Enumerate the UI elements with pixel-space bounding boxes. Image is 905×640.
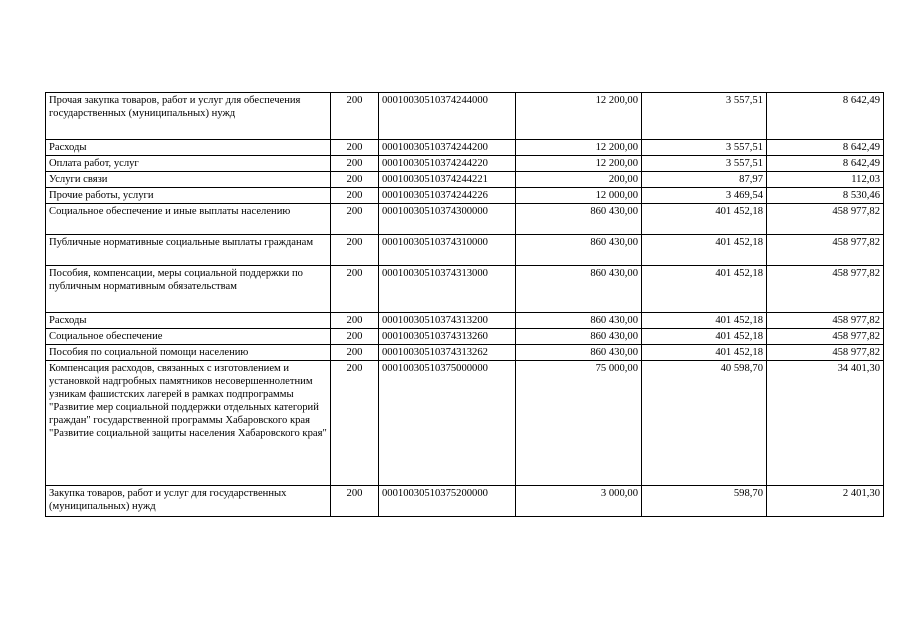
row-line-code-cell: 200 <box>331 204 379 235</box>
row-name-cell: Социальное обеспечение и иные выплаты населению <box>46 204 331 235</box>
table-row <box>46 235 884 266</box>
row-executed-amount-cell: 598,70 <box>642 486 767 517</box>
table-row <box>46 188 884 204</box>
row-classification-code-cell: 00010030510374244200 <box>379 140 516 156</box>
row-executed-amount-cell: 3 469,54 <box>642 188 767 204</box>
row-executed-amount-cell: 401 452,18 <box>642 235 767 266</box>
row-executed-amount-cell: 401 452,18 <box>642 313 767 329</box>
row-line-code-cell: 200 <box>331 235 379 266</box>
row-unexecuted-amount-cell: 458 977,82 <box>767 266 884 313</box>
row-unexecuted-amount-cell: 8 530,46 <box>767 188 884 204</box>
row-approved-amount-cell: 860 430,00 <box>516 266 642 313</box>
row-approved-amount-cell: 12 200,00 <box>516 93 642 140</box>
row-classification-code-cell: 00010030510374313262 <box>379 345 516 361</box>
row-line-code-cell: 200 <box>331 172 379 188</box>
row-line-code-cell: 200 <box>331 93 379 140</box>
row-line-code-cell: 200 <box>331 266 379 313</box>
row-line-code-cell: 200 <box>331 140 379 156</box>
row-unexecuted-amount-cell: 458 977,82 <box>767 313 884 329</box>
row-executed-amount-cell: 401 452,18 <box>642 345 767 361</box>
table-row <box>46 313 884 329</box>
row-unexecuted-amount-cell: 34 401,30 <box>767 361 884 486</box>
row-unexecuted-amount-cell: 2 401,30 <box>767 486 884 517</box>
row-line-code-cell: 200 <box>331 329 379 345</box>
row-name-cell: Прочие работы, услуги <box>46 188 331 204</box>
table-row <box>46 266 884 313</box>
row-approved-amount-cell: 12 200,00 <box>516 140 642 156</box>
row-executed-amount-cell: 40 598,70 <box>642 361 767 486</box>
row-classification-code-cell: 00010030510374244221 <box>379 172 516 188</box>
row-approved-amount-cell: 12 000,00 <box>516 188 642 204</box>
row-name-cell: Услуги связи <box>46 172 331 188</box>
row-classification-code-cell: 00010030510374313260 <box>379 329 516 345</box>
row-classification-code-cell: 00010030510374244000 <box>379 93 516 140</box>
row-line-code-cell: 200 <box>331 313 379 329</box>
row-classification-code-cell: 00010030510374300000 <box>379 204 516 235</box>
row-line-code-cell: 200 <box>331 345 379 361</box>
row-approved-amount-cell: 200,00 <box>516 172 642 188</box>
row-name-cell: Закупка товаров, работ и услуг для государственных (муниципальных) нужд <box>46 486 331 517</box>
row-name-cell: Социальное обеспечение <box>46 329 331 345</box>
row-approved-amount-cell: 12 200,00 <box>516 156 642 172</box>
table-row <box>46 486 884 517</box>
row-approved-amount-cell: 860 430,00 <box>516 345 642 361</box>
row-line-code-cell: 200 <box>331 188 379 204</box>
row-unexecuted-amount-cell: 8 642,49 <box>767 156 884 172</box>
row-approved-amount-cell: 3 000,00 <box>516 486 642 517</box>
row-approved-amount-cell: 860 430,00 <box>516 313 642 329</box>
row-classification-code-cell: 00010030510374313000 <box>379 266 516 313</box>
row-name-cell: Пособия по социальной помощи населению <box>46 345 331 361</box>
table-body <box>46 93 884 517</box>
budget-execution-table <box>45 92 884 517</box>
table-row <box>46 361 884 486</box>
row-name-cell: Пособия, компенсации, меры социальной поддержки по публичным нормативным обязательствам <box>46 266 331 313</box>
row-classification-code-cell: 00010030510375000000 <box>379 361 516 486</box>
row-approved-amount-cell: 860 430,00 <box>516 329 642 345</box>
row-unexecuted-amount-cell: 8 642,49 <box>767 140 884 156</box>
row-unexecuted-amount-cell: 458 977,82 <box>767 204 884 235</box>
row-classification-code-cell: 00010030510375200000 <box>379 486 516 517</box>
row-executed-amount-cell: 401 452,18 <box>642 329 767 345</box>
row-executed-amount-cell: 401 452,18 <box>642 266 767 313</box>
row-classification-code-cell: 00010030510374313200 <box>379 313 516 329</box>
table-row <box>46 345 884 361</box>
row-executed-amount-cell: 3 557,51 <box>642 140 767 156</box>
row-approved-amount-cell: 860 430,00 <box>516 204 642 235</box>
row-executed-amount-cell: 401 452,18 <box>642 204 767 235</box>
row-name-cell: Прочая закупка товаров, работ и услуг для обеспечения государственных (муниципальных) нужд <box>46 93 331 140</box>
row-unexecuted-amount-cell: 458 977,82 <box>767 329 884 345</box>
row-line-code-cell: 200 <box>331 486 379 517</box>
table-row <box>46 204 884 235</box>
row-unexecuted-amount-cell: 8 642,49 <box>767 93 884 140</box>
row-classification-code-cell: 00010030510374244226 <box>379 188 516 204</box>
row-line-code-cell: 200 <box>331 156 379 172</box>
table-row <box>46 172 884 188</box>
row-executed-amount-cell: 3 557,51 <box>642 156 767 172</box>
row-approved-amount-cell: 860 430,00 <box>516 235 642 266</box>
row-classification-code-cell: 00010030510374310000 <box>379 235 516 266</box>
row-unexecuted-amount-cell: 112,03 <box>767 172 884 188</box>
table-row <box>46 156 884 172</box>
row-name-cell: Расходы <box>46 140 331 156</box>
row-executed-amount-cell: 87,97 <box>642 172 767 188</box>
table-row <box>46 140 884 156</box>
row-name-cell: Оплата работ, услуг <box>46 156 331 172</box>
row-unexecuted-amount-cell: 458 977,82 <box>767 345 884 361</box>
row-name-cell: Компенсация расходов, связанных с изготовлением и установкой надгробных памятников несовершеннолетним узникам фашистских лагерей в рамках подпрограммы "Развитие мер социальной поддержки отдельных категорий граждан" государственной программы Хабаровского края "Развитие социальной защиты населения Хабаровского края" <box>46 361 331 486</box>
row-line-code-cell: 200 <box>331 361 379 486</box>
row-name-cell: Публичные нормативные социальные выплаты гражданам <box>46 235 331 266</box>
table-row <box>46 93 884 140</box>
row-executed-amount-cell: 3 557,51 <box>642 93 767 140</box>
table-row <box>46 329 884 345</box>
row-classification-code-cell: 00010030510374244220 <box>379 156 516 172</box>
row-name-cell: Расходы <box>46 313 331 329</box>
row-unexecuted-amount-cell: 458 977,82 <box>767 235 884 266</box>
row-approved-amount-cell: 75 000,00 <box>516 361 642 486</box>
